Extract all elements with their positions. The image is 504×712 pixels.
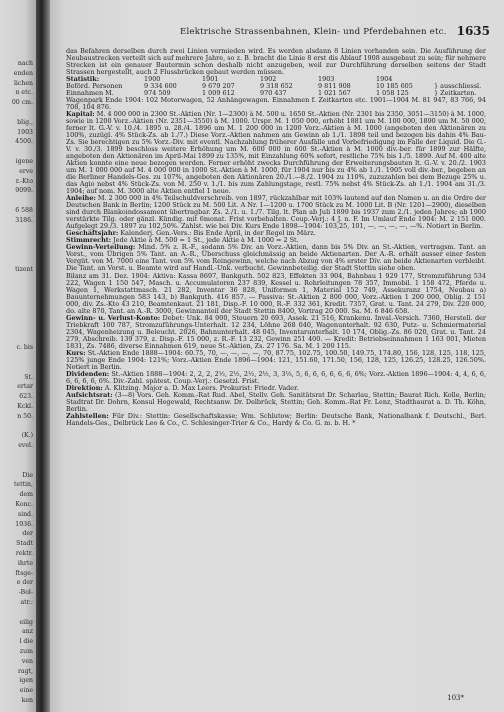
facing-page-fragment: 4500. bbox=[15, 138, 33, 146]
direktion-paragraph: Direktion: A. Klitzing. Major a. D. Max Leers. Prokurist: Friedr. Vader. bbox=[66, 383, 299, 392]
statistik-label: Statistik: bbox=[66, 75, 100, 84]
section-lead: Dividenden: bbox=[66, 369, 110, 378]
year-cell: 1904 bbox=[376, 75, 393, 84]
row-label: Einnahmen M. bbox=[66, 89, 114, 98]
facing-page-fragment: 6 588 bbox=[15, 207, 33, 214]
facing-page-fragment: der bbox=[22, 530, 33, 538]
facing-page-fragment: 3186. bbox=[15, 216, 33, 224]
row-note: } ausschliessl. bbox=[434, 82, 482, 91]
facing-page-fragment: ken bbox=[21, 697, 33, 704]
aufsichtsrat-paragraph: Aufsichtsrat: (3—8) Vors. Geh. Komm.-Rat Rud. Abel, Stellv. Geh. Sanitätsrat Dr. Scharlau, Stettin; Baurat Rich. Kolle, Berlin; Stadtrat Dr. Dohrn, Konsul Hegewald, Rechtsanw. Dr. Delbrück, Stettin; Geh. Komm.-Rat Fr. Lenz, Stadtbaurat a. D. Th. Köhn, Berlin. bbox=[66, 390, 486, 413]
value-cell: 1 009 612 bbox=[202, 89, 235, 98]
stimmrecht-paragraph: Stimmrecht: Jede Aktie à M. 500 = 1 St., jede Aktie à M. 1000 = 2 St. bbox=[66, 236, 299, 245]
intro-paragraph: das Befahren derselben durch zwei Linien vermieden wird. Es werden alsdann 8 Linien vorhanden sein. Die Ausführung der Neubaustrecken verteilt sich auf mehrere Jahre, so z. B. bracht die Linie 8 erst dis Ablauf 1908 ausgebaut zu sein; für nehmere Strecken ist ein genauer Bautermin schon deshalb nicht anzugeben, weil zur Durchführung derselben seitens der Stadt Strassen hergestellt, auch 2 Flussbrücken gebaut werden müssen. bbox=[66, 48, 486, 77]
facing-page-fragment: -Bol- bbox=[18, 589, 33, 597]
statistik-table bbox=[66, 76, 486, 97]
facing-page-fragment: tizent bbox=[15, 265, 33, 273]
section-lead: Aufsichtsrat: bbox=[66, 390, 113, 399]
section-lead: Direktion: bbox=[66, 383, 103, 392]
running-title: Elektrische Strassenbahnen, Klein- und Pferdebahnen etc. bbox=[180, 27, 447, 37]
facing-page-fragment: ven bbox=[21, 657, 33, 665]
value-cell: 1 058 125 bbox=[376, 89, 409, 98]
section-lead: Geschäftsjahr: bbox=[66, 229, 119, 238]
section-lead: Zahlstellen: bbox=[66, 411, 109, 420]
facing-page-fragment: blig., bbox=[17, 118, 33, 126]
document-page bbox=[50, 0, 504, 712]
running-header bbox=[110, 24, 490, 41]
facing-page-fragment: l die bbox=[19, 638, 33, 646]
facing-page-fragment: anz bbox=[22, 628, 33, 636]
facing-page-fragment: 00 cm. bbox=[11, 99, 33, 107]
facing-page-fragment: nach bbox=[17, 60, 33, 67]
facing-page-fragment: r.-Kto bbox=[15, 177, 33, 185]
row-label: Beförd. Personen bbox=[66, 82, 123, 91]
wagenpark-paragraph: Wagenpark Ende 1904: 102 Motorwagen, 52 Anhängewagen. Einnahmen f. Zeitkarten etc. 1901—1904 M. 81 947, 83 766, 94 708, 104 876. bbox=[66, 96, 486, 112]
facing-page-fragment: sind. bbox=[17, 510, 33, 518]
anleihe-paragraph: Anleihe: M. 2 300 000 in 4% Teilschuldverschreib. von 1897, rückzahlbar mit 103% lautend auf den Namen u. an die Ordre der Deutschen Bank in Berlin; 1200 Stück zu M. 500 Lit. A Nr. 1—1200 u. 1700 Stück zu M. 1000 Lit. B (Nr. 1201—2900), dieselben sind durch Blankoindossament übertragbar. Zs. 2./1. u. 1./7. Tilg. lt. Plan ab Juli 1899 bis 1937 zum 2./1. jeden Jahres; ab 1900 verstärkte Tilg. oder gänzl. Kündig. mit 6monat. Frist vorbehalten. Coup.-Verj.: 4 J. n. F. Im Umlauf Ende 1904: M. 2 151 000. Aufgelegt 29./3. 1897 zu 102,50%. Zahlst. wie bei Div. Kurs Ende 1898—1904: 103,25, 101, —, —, —, —, —%. Notiert in Berlin. bbox=[66, 194, 486, 231]
facing-page-fragment: Stadt bbox=[16, 540, 33, 548]
facing-page-fragment: dem bbox=[19, 491, 33, 499]
section-lead: Gewinn-Verteilung: bbox=[66, 243, 136, 252]
section-lead: Anleihe: bbox=[66, 194, 96, 203]
facing-page-fragment: rektr. bbox=[15, 550, 33, 557]
facing-page-fragment: 623. bbox=[19, 393, 33, 401]
value-cell: 1 021 567 bbox=[318, 89, 351, 98]
facing-page-fragment: ragt, bbox=[17, 667, 33, 675]
gewinn-verteilung-paragraph: Gewinn-Verteilung: Mind. 5% z. R.-F., sodann 5% Div. an Vorz.-Aktien, dann bis 5% Div. an St.-Aktien, vertragsm. Tant. an Vorst., vom Übrigen 5% Tant. an A.-R., Überschuss gleichmässig an beide Aktienarten. Der A.-R. erhält ausser einer festen Vergüt. von M. 7000 eine Tant. von 5% vom Reingewinn, welche nach Abzug von 4% erster Div. an beide Aktienarten verbleibt. Die Tant. an Vorst. u. Beamte wird auf Handl.-Unk. verbucht. Gewinnbeteilig. der Stadt Stettin siehe oben. bbox=[66, 243, 486, 273]
value-cell: 9 679 207 bbox=[202, 82, 235, 91]
book-spine bbox=[36, 0, 50, 712]
year-cell: 1902 bbox=[260, 75, 277, 84]
value-cell: 10 185 605 bbox=[376, 82, 413, 91]
section-lead: Gewinn- u. Verlust-Konto: bbox=[66, 313, 161, 322]
article-body bbox=[66, 48, 486, 688]
value-cell: 9 334 600 bbox=[144, 82, 177, 91]
bilanz-paragraph: Bilanz am 31. Dez. 1904: Aktiva: Kassa 8697, Bankguth. 502 823, Effekten 33 904, Bahnbau 1 929 177, Stromzuführung 534 222, Wagen 1 150 547, Masch. u. Accumulatoren 237 839, Kessel u. Rohrleitungen 78 357, Immobil. 1 158 472, Pferde u. Wagen 1, Werkstattmasch. 21 282, Inventar 36 828, Uniformen 1, Material 152 749, Assekuranz 1754, Neubau a) Bauunternehmungen 583 143, b) Bankguth. 416 857. — Passiva: St.-Aktien 2 800 000, Vorz.-Aktien 1 200 000, Oblig. 2 151 000, div. Zs.-Kto 43 210, Beamtenkaut. 21 181, Disp.-F. 10 000, R.-F. 332 361, Kredit. 7357, Grat. u. Tant. 24 279, Div. 220 000, do. alte 870, Tant. an A.-R. 3000, Gewinnanteil der Stadt Stettin 8400, Vortrag 20 000. Sa. M. 6 846 658. bbox=[66, 271, 486, 315]
page-number: 1635 bbox=[456, 24, 490, 38]
geschaeftsjahr-paragraph: Geschäftsjahr: Kalenderj. Gen.-Vers.: Bis Ende April, in der Regel im März. bbox=[66, 229, 316, 238]
facing-page-fragment: ihrte bbox=[17, 559, 33, 567]
zahlstellen-paragraph: Zahlstellen: Für Div.: Stettin: Gesellschaftskasse; Wm. Schlutow; Berlin: Deutsche Bank, Nationalbank f. Deutschl., Berl. Handels-Ges., Delbrück Leo & Co., C. Schlesinger-Trier & Co., Hardy & Co. G. m. b. H. * bbox=[66, 411, 486, 427]
value-cell: 970 437 bbox=[260, 89, 287, 98]
facing-page-fragment: tettin, bbox=[13, 481, 33, 489]
year-cell: 1900 bbox=[144, 75, 161, 84]
facing-page-fragment: c. bis bbox=[16, 344, 33, 352]
facing-page-fragment: 9099. bbox=[15, 187, 33, 195]
facing-page-fragment: Kckl. bbox=[17, 403, 33, 410]
value-cell: 974 509 bbox=[144, 89, 171, 98]
section-lead: Kurs: bbox=[66, 348, 86, 357]
facing-page-fragment: zum bbox=[19, 648, 33, 655]
year-cell: 1901 bbox=[202, 75, 219, 84]
facing-page-fragment: atr.: bbox=[20, 599, 33, 606]
facing-page-fragment: Die bbox=[22, 471, 33, 479]
dividenden-paragraph: Dividenden: St.-Aktien 1888—1904: 2, 2, 2, 2½, 2½, 2½, 2½, 3, 3⅓, 5, 6, 6, 6, 6, 6, 6, 6%; Vorz.-Aktien 1896—1904: 4, 4, 6, 6, 6, 6, 6, 6, 6%. Div.-Zahl. spätest. Coup.-Verj.: Gesetzl. Frist. bbox=[66, 369, 486, 385]
facing-page-fragment: igene bbox=[15, 158, 33, 165]
kurs-paragraph: Kurs: St.-Aktien Ende 1888—1904: 60.75, 70, —, —, —, —, 70, 87.75, 102.75, 100.50, 149.75, 174.80, 156, 128, 125, 118, 125, 125% junge Ende 1904: 121%; Vorz.-Aktien Ende 1896—1904: 121, 151.60, 171.50, 156, 128, 125, 126.25, 128.25, 126.50%. Notiert in Berlin. bbox=[66, 348, 486, 371]
section-lead: Stimmrecht: bbox=[66, 236, 112, 245]
facing-page-fragment: eine bbox=[19, 687, 33, 695]
facing-page-fragment: St. bbox=[24, 373, 33, 381]
row-note: } Zeitkarten. bbox=[434, 89, 477, 98]
facing-page-fragment: 1903 bbox=[17, 128, 33, 136]
facing-page-fragment: erve bbox=[19, 167, 33, 175]
facing-page-fragment: 1936. bbox=[15, 520, 33, 528]
facing-page-fragment: enden bbox=[13, 69, 33, 77]
facing-page-fragment: lichen bbox=[13, 79, 33, 87]
facing-page-fragment: ertar bbox=[17, 383, 33, 391]
year-cell: 1903 bbox=[318, 75, 335, 84]
facing-page-fragment: n 50. bbox=[17, 412, 33, 420]
facing-page-fragment: eilig bbox=[19, 618, 33, 626]
facing-page-fragment: n etc. bbox=[15, 89, 33, 97]
gewinn-verlust-paragraph: Gewinn- u. Verlust-Konto: Debet: Unk. 84 900, Steuern 20 693, Assek. 21 516, Krankenu. Inval.-Versich. 7360, Herstell. der Triebkraft 100 787, Stromzuführungs-Unterhalt. 12 234, Löhne 268 040, Wagenunterhalt. 92 630, Putz- u. Schmiermaterial 2304, Wagenheizung u. Beleucht. 2026, Bahnunterhalt. 48 045, Inventarunterhalt. 10 174, Oblig.-Zs. 86 020, Grat. u. Tant. 24 279, Abschreib. 139 379, z. Disp.-F. 15 000, z. R.-F. 13 232, Gewinn 251 400. — Kredit: Betriebseinnahmen 1 163 001, Mieten 1831, Zs. 7486, diverse Einnahmen 619, neue St.-Aktien, Zs. 27 176. Sa. M. 1 200 115. bbox=[66, 313, 486, 350]
value-cell: 9 318 652 bbox=[260, 82, 293, 91]
facing-page-fragment: Konc. bbox=[15, 501, 33, 508]
signature-mark: 103* bbox=[447, 694, 464, 702]
kapital-paragraph: Kapital: M. 4 000 000 in 2300 St.-Aktien (Nr. 1—2300) à M. 500 u. 1650 St.-Aktien (Nr. 2301 bis 2350, 3051—3150) à M. 1000, sowie in 1200 Vorz.-Aktien (Nr. 2351—3550) à M. 1000. Urspr. M. 1 050 000, erhöht 1881 um M. 100 000, 1890 um M. 50 000, ferner lt. G.-V. v. 10./4. 1895 u. 28./4. 1896 um M. 1 200 000 in 1200 Vorz.-Aktien à M. 1000 (angeboten den Aktionären zu 100%, zuzügl. 4% Stück-Zs. ab 1./7.) Diese Vorz.-Aktien nahmen am Gewinn ab 1./1. 1898 teil und bezogen bis dahin 4% Bau-Zs. Sie berechtigen zu 5% Vorz.-Div. mit eventl. Nachzahlung früherer Ausfälle und Vorbefriedigung im Falle der Liquid. Die G.-V. v. 30./3. 1899 beschloss weitere Erhöhung um M. 600 000 in 600 St.-Aktien à M. 1000 div.-ber. für 1899 zur Hälfte, angeboten den Aktionären im April-Mai 1899 zu 135%, mit Einzahlung 60% sofort, restliche 75% bis 1./5. 1899. Auf M. 400 alte Aktien konnte eine neue bezogen werden. Ferner erhöht zwecks Durchführung der Erweiterungsbauten lt. G.-V. v. 20./2. 1903 um M. 1 000 000 auf M. 4 000 000 in 1000 St.-Aktien à M. 1000, für 1904 nur bis zu 4% ab 1./1. 1905 voll div.-ber., begeben an die Berliner Handels-Ges. zu 107%, angeboten den Aktionären 20./1.—8./2. 1904 zu 110%, zuzuzahlen bei dem Bezuge 25% u. das Agio nebst 4% Stück-Zs. von M. 250 v. 1./1. bis zum Zahlungstage, restl. 75% nebst 4% Stück-Zs. ab 1./1. 1904 am 31./3. 1904; auf nom. M. 3000 alte Aktien entfiel 1 neue. bbox=[66, 110, 486, 196]
section-lead: Kapital: bbox=[66, 110, 95, 119]
facing-page-fragment: evel. bbox=[18, 442, 33, 450]
facing-page-fragment: ftsge- bbox=[15, 569, 33, 577]
facing-page-fragment: igen bbox=[19, 677, 33, 685]
facing-page-fragment: (K.) bbox=[21, 432, 33, 440]
facing-page-fragment: e der bbox=[16, 579, 33, 587]
facing-page-edge bbox=[0, 0, 36, 712]
value-cell: 9 811 908 bbox=[318, 82, 351, 91]
